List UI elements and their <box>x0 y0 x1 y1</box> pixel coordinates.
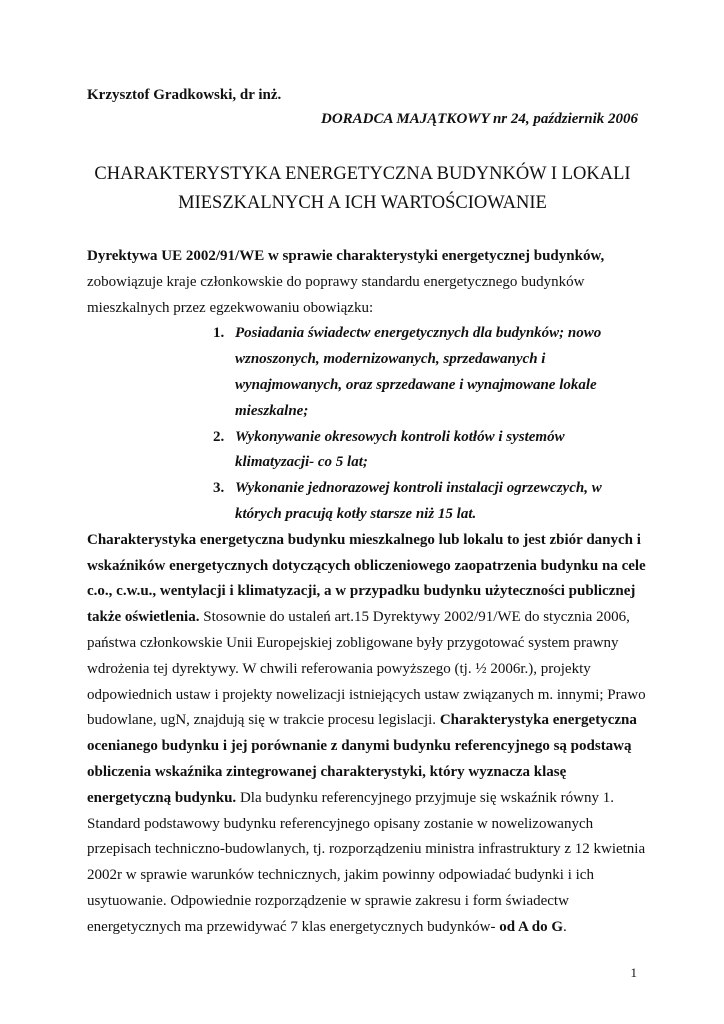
list-item-3: 3. Wykonanie jednorazowej kontroli instalacji ogrzewczych, w <box>213 480 602 497</box>
para-line-4: także oświetlenia. Stosownie do ustaleń art.15 Dyrektywy 2002/91/WE do stycznia 2006, <box>87 609 630 626</box>
para-line-8: budowlane, ugN, znajdują się w trakcie procesu legislacji. Charakterystyka energetyczna <box>87 712 637 729</box>
para-line-6: wdrożenia tej dyrektywy. W chwili referowania powyższego (tj. ½ 2006r.), projekty <box>87 660 591 677</box>
para-line-16: energetycznych ma przewidywać 7 klas energetycznych budynków- od A do G. <box>87 918 567 935</box>
list-item-1: 1. Posiadania świadectw energetycznych dla budynków; nowo <box>213 325 602 342</box>
title-line-2: MIESZKALNYCH A ICH WARTOŚCIOWANIE <box>178 193 547 213</box>
para-line-9: ocenianego budynku i jej porównanie z danymi budynku referencyjnego są podstawą <box>87 738 632 755</box>
para-line-3: c.o., c.w.u., wentylacji i klimatyzacji, a w przypadku budynku użyteczności publicznej <box>87 583 636 600</box>
document-title <box>87 160 638 218</box>
para-line-2: wskaźników energetycznych dotyczących obliczeniowego zaopatrzenia budynku na cele <box>87 557 646 574</box>
intro-line-2: zobowiązuje kraje członkowskie do poprawy standardu energetycznego budynków <box>87 273 585 290</box>
title-line-1: CHARAKTERYSTYKA ENERGETYCZNA BUDYNKÓW I LOKALI <box>94 164 631 184</box>
list-item-1-cont: wznoszonych, modernizowanych, sprzedawanych i <box>235 351 546 368</box>
para-line-7: odpowiednich ustaw i projekty nowelizacji istniejących ustaw związanych m. innymi; Prawo <box>87 686 646 703</box>
source-line: DORADCA MAJĄTKOWY nr 24, październik 2006 <box>320 111 638 127</box>
list-item-1-cont: mieszkalne; <box>235 402 309 419</box>
para-line-1: Charakterystyka energetyczna budynku mieszkalnego lub lokalu to jest zbiór danych i <box>87 531 641 548</box>
para-line-5: państwa członkowskie Unii Europejskiej zobligowane były przygotować system prawny <box>87 634 619 651</box>
intro-line-3: mieszkalnych przez egzekwowaniu obowiązku: <box>87 299 374 316</box>
list-item-3-cont: których pracują kotły starsze niż 15 lat. <box>235 505 477 522</box>
page-number: 1 <box>630 965 637 980</box>
para-line-10: obliczenia wskaźnika zintegrowanej charakterystyki, który wyznacza klasę <box>87 763 567 780</box>
para-line-12: Standard podstawowy budynku referencyjnego opisany zostanie w nowelizowanych <box>87 815 594 832</box>
para-line-14: 2002r w sprawie warunków technicznych, jakim powinny odpowiadać budynki i ich <box>87 867 594 884</box>
para-line-13: przepisach techniczno-budowlanych, tj. rozporządzeniu ministra infrastruktury z 12 kwietnia <box>87 841 646 858</box>
para-line-15: usytuowanie. Odpowiednie rozporządzenie w sprawie zakresu i form świadectw <box>87 892 569 909</box>
body-text <box>87 244 646 941</box>
list-item-2: 2. Wykonywanie okresowych kontroli kotłów i systemów <box>213 428 565 445</box>
para-line-11: energetyczną budynku. Dla budynku referencyjnego przyjmuje się wskaźnik równy 1. <box>87 789 614 806</box>
list-item-1-cont: wynajmowanych, oraz sprzedawane i wynajmowane lokale <box>235 376 597 393</box>
list-item-2-cont: klimatyzacji- co 5 lat; <box>235 454 368 471</box>
author-line: Krzysztof Gradkowski, dr inż. <box>87 87 282 103</box>
intro-line-1: Dyrektywa UE 2002/91/WE w sprawie charakterystyki energetycznej budynków, <box>87 248 605 264</box>
